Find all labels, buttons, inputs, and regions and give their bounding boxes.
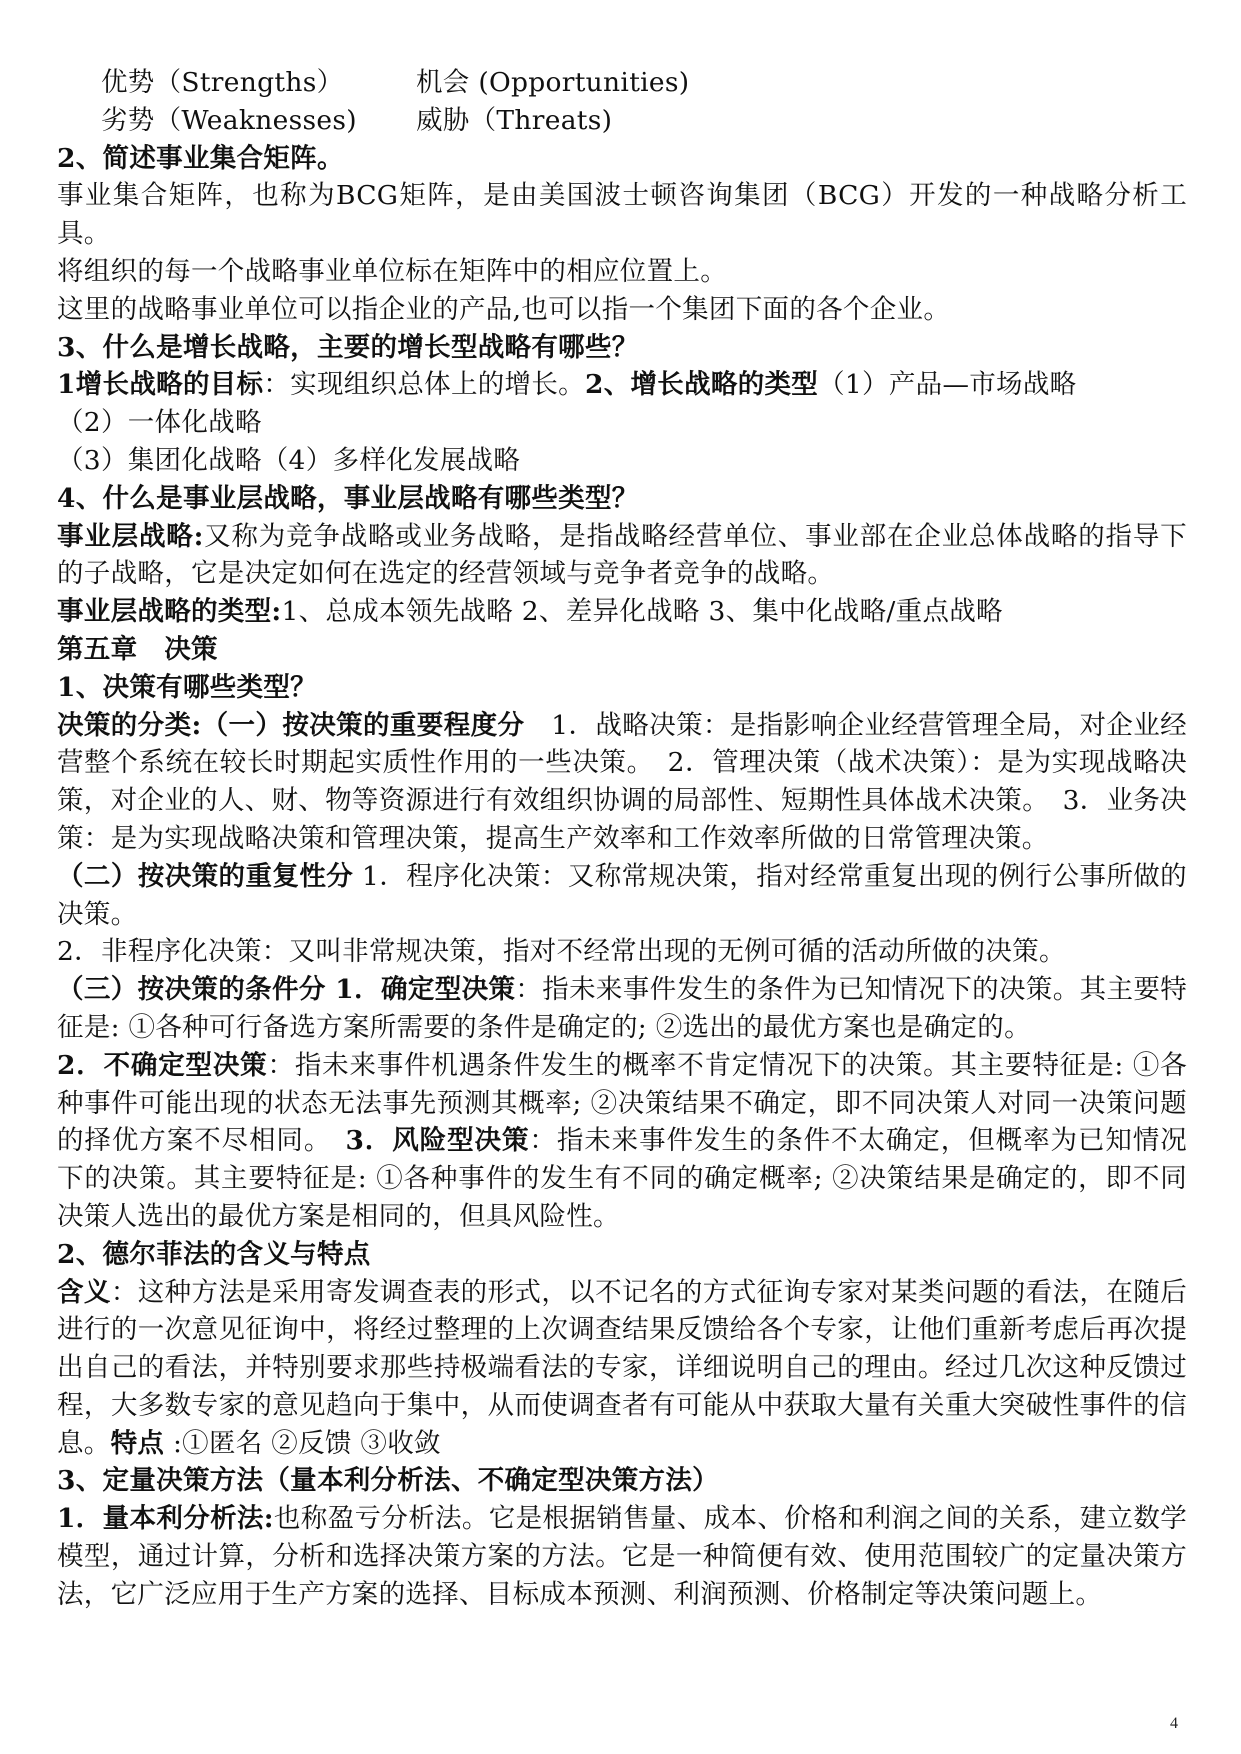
bold-term: 特点 bbox=[110, 1427, 165, 1459]
bold-term: （二）按决策的重复性分 bbox=[57, 860, 354, 892]
swot-row-2 bbox=[57, 102, 1187, 140]
swot-threats: 威胁（Threats) bbox=[416, 104, 613, 136]
bold-term: 事业层战略: bbox=[57, 520, 204, 552]
bold-term: （三）按决策的条件分 1．确定型决策 bbox=[57, 974, 516, 1006]
paragraph bbox=[57, 593, 1187, 631]
paragraph: （2）一体化战略 bbox=[57, 407, 262, 439]
paragraph: 2．非程序化决策：又叫非常规决策，指对不经常出现的无例可循的活动所做的决策。 bbox=[57, 936, 1066, 968]
bold-term: 事业层战略的类型: bbox=[57, 596, 282, 628]
paragraph bbox=[57, 707, 1187, 858]
section-heading: 3、什么是增长战略，主要的增长型战略有哪些？ bbox=[57, 331, 639, 363]
paragraph bbox=[57, 366, 1187, 404]
paragraph bbox=[57, 1274, 1187, 1463]
swot-weaknesses: 劣势（Weaknesses) bbox=[101, 104, 357, 136]
paragraph: 这里的战略事业单位可以指企业的产品,也可以指一个集团下面的各个企业。 bbox=[57, 293, 951, 325]
swot-strengths: 优势（Strengths） bbox=[101, 67, 344, 98]
paragraph-text: ：指未来事件机遇条件发生的概率不肯定情况下的决策。其主要特征是: ①各种事件可能出现的状态无法事先预测其概率; ②决策结果不确定，即不同决策人对同一决策问题的择优方案不尽相同。 bbox=[57, 1049, 1187, 1157]
paragraph bbox=[57, 1500, 1187, 1613]
paragraph-text: ：实现组织总体上的增长。 bbox=[263, 369, 585, 401]
paragraph-text: ：指未来事件发生的条件为已知情况下的决策。其主要特征是: ①各种可行备选方案所需要的条件是确定的; ②选出的最优方案也是确定的。 bbox=[57, 974, 1187, 1043]
paragraph-text: 也称盈亏分析法。它是根据销售量、成本、价格和利润之间的关系，建立数学模型，通过计算，分析和选择决策方案的方法。它是一种简便有效、使用范围较广的定量决策方法，它广泛应用于生产方案的选择、目标成本预测、利润预测、价格制定等决策问题上。 bbox=[57, 1503, 1187, 1610]
paragraph-text: ：这种方法是采用寄发调查表的形式，以不记名的方式征询专家对某类问题的看法，在随后进行的一次意见征询中，将经过整理的上次调查结果反馈给各个专家，让他们重新考虑后再次提出自己的看法，并特别要求那些持极端看法的专家，详细说明自己的理由。经过几次这种反馈过程，大多数专家的意见趋向于集中，从而使调查者有可能从中获取大量有关重大突破性事件的信息。 bbox=[57, 1276, 1188, 1459]
paragraph bbox=[57, 1047, 1187, 1236]
bold-term: 2、增长战略的类型 bbox=[584, 369, 819, 401]
bold-term: 1．量本利分析法: bbox=[57, 1503, 274, 1535]
chapter-title: 第五章 决策 bbox=[57, 633, 218, 665]
section-heading: 3、定量决策方法（量本利分析法、不确定型决策方法） bbox=[57, 1465, 719, 1497]
paragraph bbox=[57, 518, 1187, 594]
bold-term: 1增长战略的目标 bbox=[57, 369, 264, 401]
page-number: 4 bbox=[1170, 1715, 1178, 1732]
section-heading: 2、简述事业集合矩阵。 bbox=[57, 142, 344, 174]
paragraph bbox=[57, 858, 1187, 934]
section-heading: 4、什么是事业层战略，事业层战略有哪些类型？ bbox=[57, 482, 639, 514]
swot-row-1 bbox=[57, 64, 1187, 102]
paragraph-text: 1、总成本领先战略 2、差异化战略 3、集中化战略/重点战略 bbox=[281, 596, 1003, 628]
section-heading: 2、德尔菲法的含义与特点 bbox=[57, 1238, 371, 1270]
section-heading: 1、决策有哪些类型？ bbox=[57, 671, 317, 703]
document-body bbox=[57, 64, 1187, 1614]
bold-term: 3．风险型决策 bbox=[345, 1125, 530, 1157]
paragraph-text: :①匿名 ②反馈 ③收敛 bbox=[164, 1427, 441, 1459]
paragraph: （3）集团化战略（4）多样化发展战略 bbox=[57, 444, 521, 476]
paragraph-text: （1）产品—市场战略 bbox=[818, 369, 1077, 401]
paragraph bbox=[57, 971, 1187, 1047]
bold-term: 含义 bbox=[57, 1276, 111, 1308]
swot-opportunities: 机会 (Opportunities) bbox=[416, 67, 690, 98]
paragraph-text: 又称为竞争战略或业务战略，是指战略经营单位、事业部在企业总体战略的指导下的子战略，它是决定如何在选定的经营领域与竞争者竞争的战略。 bbox=[57, 520, 1187, 590]
bold-term: 决策的分类:（一）按决策的重要程度分 bbox=[57, 709, 525, 741]
bold-term: 2．不确定型决策 bbox=[57, 1049, 268, 1081]
paragraph-text: 1．战略决策：是指影响企业经营管理全局，对企业经营整个系统在较长时期起实质性作用的一些决策。 2．管理决策（战术决策）：是为实现战略决策，对企业的人、财、物等资源进行有效组织协调的局部性、短期性具体战术决策。 3．业务决策：是为实现战略决策和管理决策，提高生产效率和工作效率所做的日常管理决策。 bbox=[57, 709, 1187, 854]
paragraph-text: ：指未来事件发生的条件不太确定，但概率为已知情况下的决策。其主要特征是: ①各种事件的发生有不同的确定概率; ②决策结果是确定的，即不同决策人选出的最优方案是相同的，但具风险性。 bbox=[57, 1125, 1188, 1232]
paragraph-text: 1．程序化决策：又称常规决策，指对经常重复出现的例行公事所做的决策。 bbox=[57, 860, 1187, 930]
paragraph: 将组织的每一个战略事业单位标在矩阵中的相应位置上。 bbox=[57, 255, 727, 287]
paragraph: 事业集合矩阵，也称为BCG矩阵，是由美国波士顿咨询集团（BCG）开发的一种战略分析工具。 bbox=[57, 180, 1187, 250]
